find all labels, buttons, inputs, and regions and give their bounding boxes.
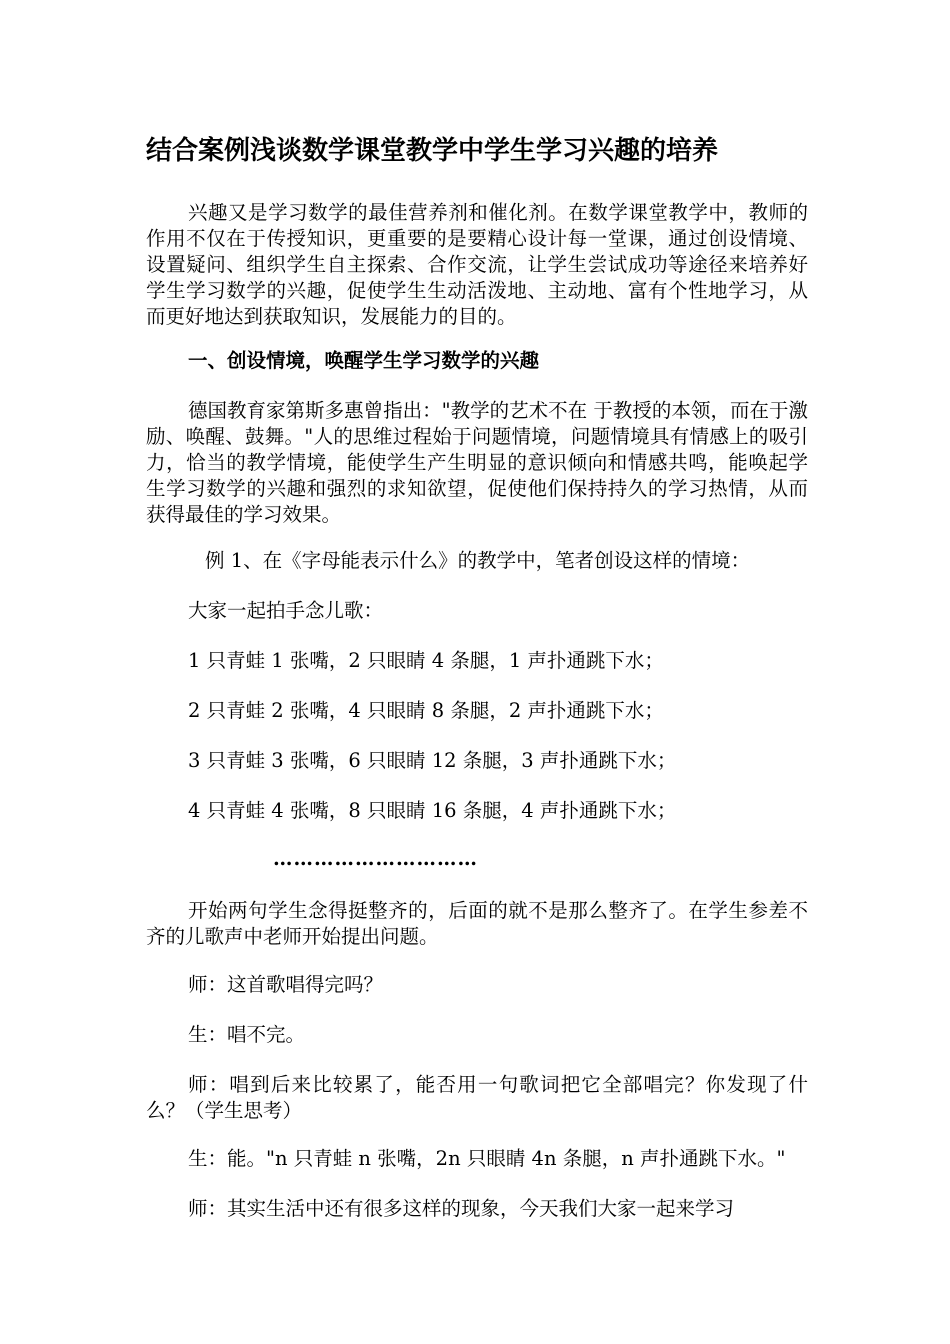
document-title: 结合案例浅谈数学课堂教学中学生学习兴趣的培养 xyxy=(146,136,719,166)
section-heading-1: 一、创设情境，唤醒学生学习数学的兴趣 xyxy=(188,349,540,372)
example-intro: 例 1、在《字母能表示什么》的教学中，笔者创设这样的情境： xyxy=(205,549,751,572)
narration-paragraph: 开始两句学生念得挺整齐的，后面的就不是那么整齐了。在学生参差不齐的儿歌声中老师开始提出问题。 xyxy=(146,899,808,948)
intro-paragraph: 兴趣又是学习数学的最佳营养剂和催化剂。在数学课堂教学中，教师的作用不仅在于传授知识，更重要的是要精心设计每一堂课，通过创设情境、设置疑问、组织学生自主探索、合作交流，让学生尝试成功等途径来培养好学生学习数学的兴趣，促使学生生动活泼地、主动地、富有个性地学习，从而更好地达到获取知识，发展能力的目的。 xyxy=(146,201,808,328)
rhyme-line: 1 只青蛙 1 张嘴，2 只眼睛 4 条腿，1 声扑通跳下水； xyxy=(188,649,664,672)
dialogue-line: 生：唱不完。 xyxy=(188,1023,306,1046)
dialogue-paragraph: 师：唱到后来比较累了，能否用一句歌词把它全部唱完？你发现了什么？（学生思考） xyxy=(146,1073,808,1122)
dialogue-line: 生：能。"n 只青蛙 n 张嘴，2n 只眼睛 4n 条腿，n 声扑通跳下水。" xyxy=(188,1147,786,1170)
ellipsis-line: ………………………… xyxy=(273,847,478,870)
rhyme-line: 3 只青蛙 3 张嘴，6 只眼睛 12 条腿，3 声扑通跳下水； xyxy=(188,749,677,772)
section-paragraph-1: 德国教育家第斯多惠曾指出："教学的艺术不在 于教授的本领，而在于激励、唤醒、鼓舞。"人的思维过程始于问题情境，问题情境具有情感上的吸引力，恰当的教学情境，能使学生产生明显的意识倾向和情感共鸣，能唤起学生学习数学的兴趣和强烈的求知欲望，促使他们保持持久的学习热情，从而获得最佳的学习效果。 xyxy=(146,399,808,526)
rhyme-line: 2 只青蛙 2 张嘴，4 只眼睛 8 条腿，2 声扑通跳下水； xyxy=(188,699,664,722)
rhyme-intro: 大家一起拍手念儿歌： xyxy=(188,599,384,622)
dialogue-line: 师：这首歌唱得完吗？ xyxy=(188,973,384,996)
dialogue-line: 师：其实生活中还有很多这样的现象，今天我们大家一起来学习 xyxy=(188,1197,735,1220)
rhyme-line: 4 只青蛙 4 张嘴，8 只眼睛 16 条腿，4 声扑通跳下水； xyxy=(188,799,677,822)
